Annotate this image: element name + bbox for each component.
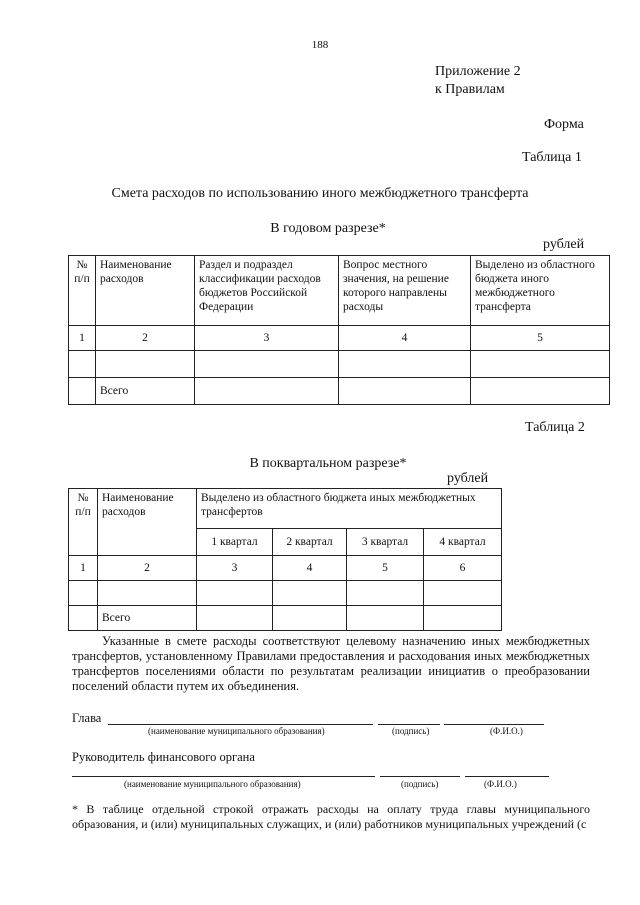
t1-colnum-2: 2	[96, 326, 195, 351]
document-title: Смета расходов по использованию иного межбюджетного трансферта	[111, 186, 529, 201]
finance-name-line[interactable]	[465, 776, 549, 777]
finance-signature-line[interactable]	[380, 776, 460, 777]
t2-total-label: Всего	[98, 606, 197, 631]
compliance-statement	[72, 634, 590, 694]
head-name-line[interactable]	[444, 724, 544, 725]
t2-header-name: Наименование расходов	[98, 489, 197, 556]
t2-quarter-3: 3 квартал	[347, 529, 424, 556]
t2-quarter-2: 2 квартал	[273, 529, 347, 556]
t2-header-num: № п/п	[69, 489, 98, 556]
table2-label: Таблица 2	[525, 420, 585, 435]
table1-number-row	[69, 326, 610, 351]
finance-org-line[interactable]	[72, 776, 375, 777]
t2-colnum-5: 5	[347, 556, 424, 581]
t1-colnum-4: 4	[339, 326, 471, 351]
t1-header-question: Вопрос местного значения, на решение которого направлены расходы	[339, 256, 471, 326]
form-label: Форма	[544, 117, 584, 132]
table2-subtitle: В поквартальном разрезе*	[249, 456, 407, 471]
table2-number-row	[69, 556, 502, 581]
head-label: Глава	[72, 711, 102, 725]
table2-header-row	[69, 489, 502, 529]
t2-quarter-4: 4 квартал	[424, 529, 502, 556]
t1-header-num: № п/п	[69, 256, 96, 326]
finance-head-label: Руководитель финансового органа	[72, 750, 255, 764]
quarterly-expenses-table	[68, 488, 502, 631]
footnote: * В таблице отдельной строкой отражать расходы на оплату труда главы муниципального образования, и (или) муниципальных служащих, и (или) работников муниципальных учреждений (с	[72, 802, 590, 831]
compliance-statement-text: Указанные в смете расходы соответствуют целевому назначению иных межбюджетных трансфертов, установленному Правилами предоставления и расходования иных межбюджетных трансфертов поселениями области по результатам реализации инициатив о преобразовании поселений области путем их объединения.	[72, 634, 590, 693]
table1-header-row	[69, 256, 610, 326]
head-signature-line[interactable]	[378, 724, 440, 725]
finance-caption-sign: (подпись)	[401, 779, 439, 789]
t1-header-allocated: Выделено из областного бюджета иного межбюджетного трансферта	[471, 256, 610, 326]
finance-caption-name: (Ф.И.О.)	[484, 779, 517, 789]
t1-header-section: Раздел и подраздел классификации расходов бюджетов Российской Федерации	[195, 256, 339, 326]
table2-units: рублей	[447, 471, 489, 486]
head-caption-sign: (подпись)	[392, 726, 430, 736]
appendix-line-1: Приложение 2	[435, 64, 521, 79]
t1-header-name: Наименование расходов	[96, 256, 195, 326]
t1-colnum-5: 5	[471, 326, 610, 351]
table1-label: Таблица 1	[522, 150, 582, 165]
t2-colnum-3: 3	[197, 556, 273, 581]
page-number: 188	[311, 39, 329, 51]
head-org-line[interactable]	[108, 724, 373, 725]
head-caption-name: (Ф.И.О.)	[490, 726, 523, 736]
head-caption-org: (наименование муниципального образования)	[148, 726, 325, 736]
annual-expenses-table	[68, 255, 610, 405]
appendix-line-2: к Правилам	[435, 82, 505, 97]
t2-colnum-1: 1	[69, 556, 98, 581]
t2-header-allocated: Выделено из областного бюджета иных межбюджетных трансфертов	[197, 489, 502, 529]
table1-units: рублей	[543, 237, 585, 252]
table1-total-row	[69, 378, 610, 405]
table2-total-row	[69, 606, 502, 631]
table1-empty-row	[69, 351, 610, 378]
t2-colnum-4: 4	[273, 556, 347, 581]
t2-colnum-2: 2	[98, 556, 197, 581]
t2-quarter-1: 1 квартал	[197, 529, 273, 556]
t1-total-label: Всего	[96, 378, 195, 405]
table1-subtitle: В годовом разрезе*	[270, 221, 386, 236]
t1-colnum-1: 1	[69, 326, 96, 351]
table2-empty-row	[69, 581, 502, 606]
t2-colnum-6: 6	[424, 556, 502, 581]
finance-caption-org: (наименование муниципального образования)	[124, 779, 301, 789]
t1-colnum-3: 3	[195, 326, 339, 351]
